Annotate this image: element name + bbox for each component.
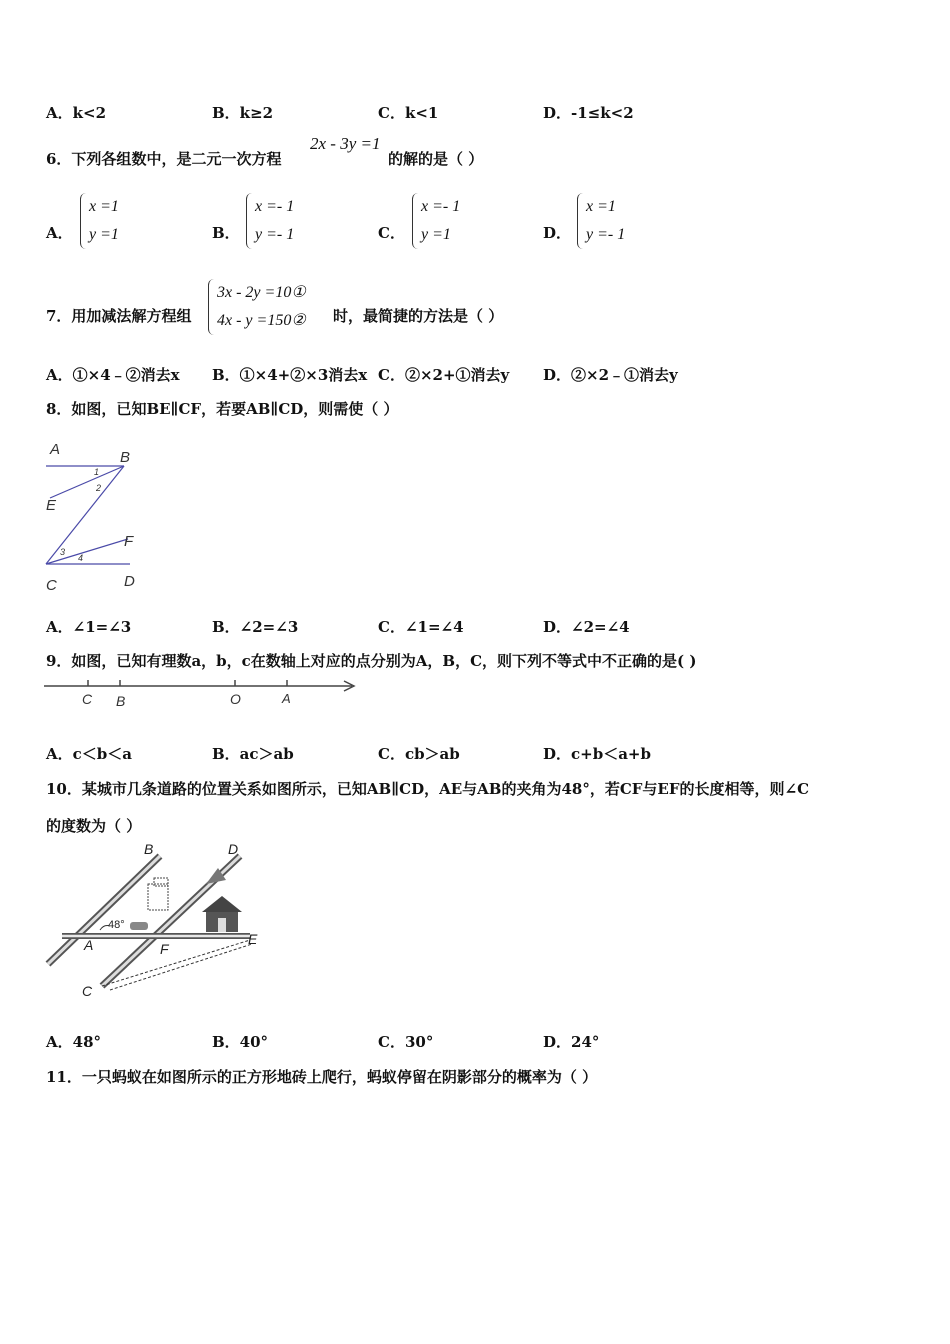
- q10-label-d: D: [228, 841, 239, 857]
- q8-angle-3: 3: [60, 547, 66, 557]
- q9-number-line: [44, 676, 362, 712]
- q8-option-c: C．∠1=∠4: [378, 618, 464, 636]
- q8-text: 8．如图，已知BE∥CF，若要AB∥CD，则需使（ ）: [46, 400, 399, 418]
- q9-option-d: D．c+b＜a+b: [543, 745, 651, 763]
- q9-option-a: A．c＜b＜a: [46, 745, 132, 763]
- q10-label-f: F: [160, 941, 169, 957]
- q5-option-b: B．k≥2: [212, 104, 274, 122]
- q9-label-o: O: [230, 691, 241, 707]
- q6-option-a-line2: y =1: [89, 226, 119, 243]
- q10-text-line2: 的度数为（ ）: [46, 817, 142, 835]
- q8-label-d: D: [124, 573, 135, 590]
- q8-label-b: B: [120, 449, 131, 466]
- q7-system: [208, 279, 306, 335]
- q9-option-b: B．ac＞ab: [212, 745, 294, 763]
- q5-option-a: A．k<2: [46, 104, 107, 122]
- q6-option-a-system: [80, 193, 119, 249]
- q10-option-a: A．48°: [46, 1033, 102, 1051]
- q6-suffix: 的解的是（ ）: [388, 150, 484, 168]
- q7-option-c: C．②×2+①消去y: [378, 366, 510, 384]
- q6-option-b-label: B．: [212, 224, 240, 242]
- q7-option-d: D．②×2﹣①消去y: [543, 366, 678, 384]
- q10-option-b: B．40°: [212, 1033, 269, 1051]
- q10-angle-label: 48°: [108, 919, 125, 931]
- q8-option-b: B．∠2=∠3: [212, 618, 299, 636]
- q6-option-b-line1: x =- 1: [255, 198, 295, 215]
- q7-prefix: 7．用加减法解方程组: [46, 307, 192, 325]
- q6-option-c-line2: y =1: [421, 226, 451, 243]
- q10-label-a: A: [84, 937, 94, 953]
- q5-option-c: C．k<1: [378, 104, 439, 122]
- q11-text: 11．一只蚂蚁在如图所示的正方形地砖上爬行，蚂蚁停留在阴影部分的概率为（ ）: [46, 1068, 598, 1086]
- q8-figure: [40, 438, 145, 596]
- q10-option-d: D．24°: [543, 1033, 600, 1051]
- q9-label-b: B: [116, 693, 126, 709]
- q8-label-e: E: [46, 497, 57, 514]
- q8-label-c: C: [46, 577, 57, 594]
- q10-label-b: B: [144, 841, 154, 857]
- q9-label-a: A: [282, 691, 291, 706]
- q6-option-d-line2: y =- 1: [586, 226, 626, 243]
- q9-option-c: C．cb＞ab: [378, 745, 460, 763]
- q6-option-d-system: [577, 193, 625, 249]
- q8-option-a: A．∠1=∠3: [46, 618, 132, 636]
- q8-label-a: A: [50, 441, 61, 458]
- q8-angle-1: 1: [94, 467, 100, 477]
- q6-option-c-label: C．: [378, 224, 405, 242]
- q6-equation: 2x - 3y =1: [310, 134, 381, 153]
- q6-prefix: 6．下列各组数中，是二元一次方程: [46, 150, 282, 168]
- q7-option-b: B．①×4+②×3消去x: [212, 366, 368, 384]
- q7-option-a: A．①×4﹣②消去x: [46, 366, 180, 384]
- q7-suffix: 时，最简捷的方法是（ ）: [333, 307, 504, 325]
- q9-label-c: C: [82, 691, 93, 707]
- q10-label-c: C: [82, 983, 93, 999]
- q6-option-d-label: D．: [543, 224, 572, 242]
- q8-label-f: F: [124, 533, 134, 550]
- q9-text: 9．如图，已知有理数a，b，c在数轴上对应的点分别为A，B，C，则下列不等式中不正确的是( ): [46, 652, 697, 670]
- q8-angle-4: 4: [78, 553, 84, 563]
- q6-option-c-system: [412, 193, 460, 249]
- q6-option-b-system: [246, 193, 294, 249]
- q10-figure: [40, 840, 270, 1005]
- q8-angle-2: 2: [96, 483, 102, 493]
- q5-option-d: D．-1≤k<2: [543, 104, 634, 122]
- q7-eq1: 3x - 2y =10①: [217, 284, 306, 301]
- q6-option-b-line2: y =- 1: [255, 226, 295, 243]
- q7-eq2: 4x - y =150②: [217, 312, 306, 329]
- q10-option-c: C．30°: [378, 1033, 434, 1051]
- q6-option-c-line1: x =- 1: [421, 198, 461, 215]
- q6-option-a-label: A．: [46, 224, 73, 242]
- q6-option-a-line1: x =1: [89, 198, 119, 215]
- q10-label-e: E: [248, 931, 258, 947]
- q8-option-d: D．∠2=∠4: [543, 618, 630, 636]
- q10-text-line1: 10．某城市几条道路的位置关系如图所示，已知AB∥CD，AE与AB的夹角为48°，若CF与EF的长度相等，则∠C: [46, 780, 810, 798]
- q6-option-d-line1: x =1: [586, 198, 616, 215]
